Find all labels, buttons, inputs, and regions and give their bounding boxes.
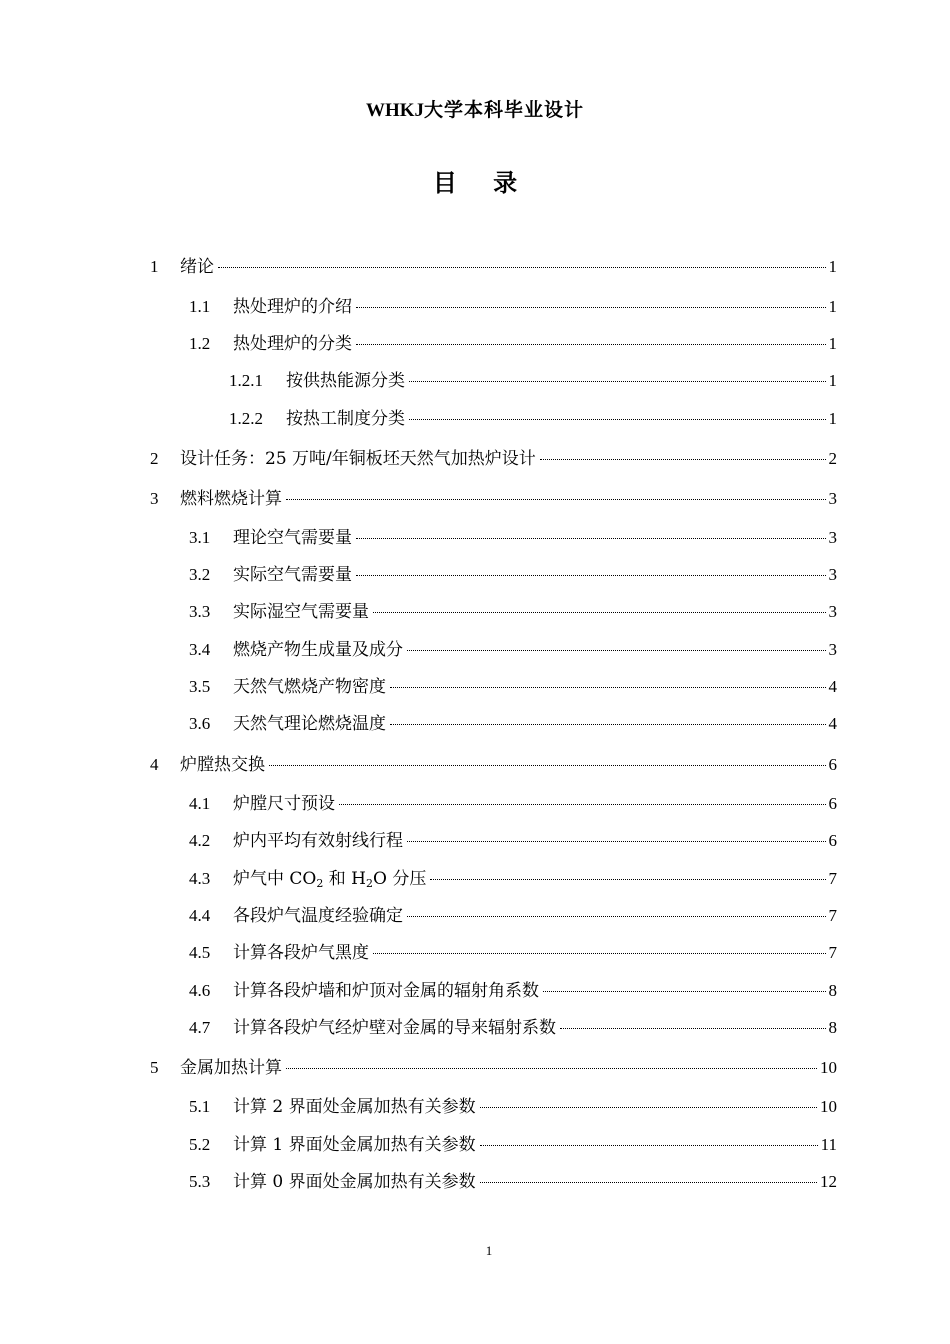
toc-page: 3 — [828, 565, 837, 584]
toc-number: 3.6 — [189, 714, 211, 733]
toc-entry-4-4[interactable] — [189, 904, 837, 928]
toc-leader — [407, 650, 826, 651]
toc-title: 按热工制度分类 — [286, 409, 405, 429]
toc-number: 3.5 — [189, 677, 211, 696]
toc-number: 1.1 — [189, 297, 211, 316]
toc-page: 6 — [828, 755, 837, 774]
toc-number: 3.3 — [189, 602, 211, 621]
toc-title: 金属加热计算 — [180, 1058, 282, 1078]
toc-number: 4.2 — [189, 831, 211, 850]
toc-title: 各段炉气温度经验确定 — [233, 906, 403, 926]
toc-title-part: 和 H — [323, 869, 366, 889]
toc-title: 燃烧产物生成量及成分 — [233, 640, 403, 660]
toc-title: 热处理炉的介绍 — [233, 297, 352, 317]
header-latin: WHKJ — [365, 100, 425, 121]
toc-title-part: 炉气中 CO — [233, 869, 317, 889]
toc-entry-1-2-2[interactable] — [229, 407, 837, 431]
toc-page: 1 — [828, 257, 837, 276]
toc-title: 燃料燃烧计算 — [180, 489, 282, 509]
toc-number: 3.2 — [189, 565, 211, 584]
subscript: 2 — [316, 877, 324, 890]
toc-page: 3 — [828, 640, 837, 659]
toc-title: 天然气理论燃烧温度 — [233, 714, 386, 734]
toc-number: 3.1 — [189, 528, 211, 547]
toc-entry-4-5[interactable] — [189, 941, 837, 965]
toc-page: 4 — [828, 677, 837, 696]
toc-entry-3-1[interactable] — [189, 526, 837, 550]
toc-number: 1.2 — [189, 334, 211, 353]
toc-leader — [480, 1182, 817, 1183]
toc-entry-3-6[interactable] — [189, 712, 837, 736]
toc-page: 1 — [828, 297, 837, 316]
toc-leader — [356, 344, 826, 345]
toc-leader — [430, 879, 825, 880]
toc-title: 绪论 — [180, 257, 214, 277]
toc-number: 4.1 — [189, 794, 211, 813]
header-cjk: 大学本科毕业设计 — [424, 99, 585, 121]
toc-entry-5-1[interactable] — [189, 1095, 837, 1119]
toc-number: 3 — [150, 489, 159, 508]
toc-leader — [540, 459, 826, 460]
toc-leader — [356, 538, 826, 539]
toc-leader — [356, 307, 826, 308]
toc-entry-4-7[interactable] — [189, 1016, 837, 1040]
toc-page: 10 — [820, 1097, 837, 1116]
toc-leader — [373, 612, 826, 613]
toc-title: 天然气燃烧产物密度 — [233, 677, 386, 697]
toc-number: 4.4 — [189, 906, 211, 925]
toc-leader — [407, 841, 826, 842]
toc-title: 计算 1 界面处金属加热有关参数 — [233, 1135, 476, 1155]
toc-title: 设计任务：25 万吨/年铜板坯天然气加热炉设计 — [180, 449, 536, 469]
toc-page: 1 — [828, 409, 837, 428]
toc-entry-3-4[interactable] — [189, 638, 837, 662]
toc-entry-3-3[interactable] — [189, 600, 837, 624]
toc-number: 1.2.1 — [229, 371, 263, 390]
toc-page: 1 — [828, 371, 837, 390]
toc-number: 4.7 — [189, 1018, 211, 1037]
toc-page: 1 — [828, 334, 837, 353]
toc-number: 4 — [150, 755, 159, 774]
page-number: 1 — [485, 1243, 493, 1258]
toc-title: 炉膛尺寸预设 — [233, 794, 335, 814]
toc-title: 炉膛热交换 — [180, 755, 265, 775]
toc-leader — [373, 953, 826, 954]
toc-entry-4-6[interactable] — [189, 979, 837, 1003]
toc-page: 8 — [828, 981, 837, 1000]
toc-leader — [390, 687, 826, 688]
toc-title: 计算各段炉气经炉壁对金属的导来辐射系数 — [233, 1018, 556, 1038]
toc-page: 7 — [828, 869, 837, 888]
toc-entry-4[interactable] — [150, 753, 837, 777]
toc-leader — [390, 724, 826, 725]
toc-title: 炉内平均有效射线行程 — [233, 831, 403, 851]
toc-entry-3-5[interactable] — [189, 675, 837, 699]
toc-title — [233, 867, 426, 891]
toc-title: 实际空气需要量 — [233, 565, 352, 585]
toc-title-part: O 分压 — [373, 869, 427, 889]
toc-title: 计算 0 界面处金属加热有关参数 — [233, 1172, 476, 1192]
toc-title: 理论空气需要量 — [233, 528, 352, 548]
toc-number: 5 — [150, 1058, 159, 1077]
toc-leader — [480, 1107, 817, 1108]
toc-leader — [407, 916, 826, 917]
toc-page: 6 — [828, 831, 837, 850]
toc-page: 7 — [828, 906, 837, 925]
toc-entry-4-3[interactable] — [189, 867, 837, 891]
toc-number: 4.6 — [189, 981, 211, 1000]
toc-title: 按供热能源分类 — [286, 371, 405, 391]
toc-leader — [409, 381, 826, 382]
toc-page: 3 — [828, 602, 837, 621]
toc-title: 热处理炉的分类 — [233, 334, 352, 354]
toc-page: 3 — [828, 489, 837, 508]
toc-leader — [356, 575, 826, 576]
toc-title: 计算各段炉墙和炉顶对金属的辐射角系数 — [233, 981, 539, 1001]
toc-leader — [286, 1068, 817, 1069]
toc-entry-4-2[interactable] — [189, 829, 837, 853]
toc-page: 7 — [828, 943, 837, 962]
toc-leader — [339, 804, 826, 805]
toc-entry-1-2[interactable] — [189, 332, 837, 356]
toc-entry-1-1[interactable] — [189, 295, 837, 319]
toc-leader — [269, 765, 826, 766]
toc-page: 3 — [828, 528, 837, 547]
toc-leader — [480, 1145, 818, 1146]
toc-page: 2 — [828, 449, 837, 468]
toc-leader — [409, 419, 826, 420]
toc-leader — [543, 991, 826, 992]
toc-entry-1-2-1[interactable] — [229, 369, 837, 393]
toc-page: 8 — [828, 1018, 837, 1037]
toc-leader — [218, 267, 826, 268]
toc-leader — [560, 1028, 826, 1029]
toc-entry-5-3[interactable] — [189, 1170, 837, 1194]
toc-title: 计算 2 界面处金属加热有关参数 — [233, 1097, 476, 1117]
toc-entry-5-2[interactable] — [189, 1133, 837, 1157]
toc-number: 4.5 — [189, 943, 211, 962]
subscript: 2 — [366, 877, 373, 890]
toc-number: 3.4 — [189, 640, 211, 659]
toc-entry-3-2[interactable] — [189, 563, 837, 587]
toc-entry-4-1[interactable] — [189, 792, 837, 816]
toc-heading: 目 录 — [432, 168, 532, 197]
toc-number: 1 — [150, 257, 159, 276]
toc-page: 12 — [820, 1172, 837, 1191]
toc-number: 1.2.2 — [229, 409, 263, 428]
toc-entry-3[interactable] — [150, 487, 837, 511]
toc-title: 计算各段炉气黑度 — [233, 943, 369, 963]
toc-page: 11 — [820, 1135, 837, 1154]
toc-number: 2 — [150, 449, 159, 468]
toc-entry-2[interactable] — [150, 447, 837, 471]
toc-number: 5.3 — [189, 1172, 211, 1191]
toc-entry-5[interactable] — [150, 1056, 837, 1080]
toc-leader — [286, 499, 826, 500]
toc-entry-1[interactable] — [150, 255, 837, 279]
toc-page: 6 — [828, 794, 837, 813]
toc-number: 5.1 — [189, 1097, 211, 1116]
toc-page: 4 — [828, 714, 837, 733]
toc-page: 10 — [820, 1058, 837, 1077]
toc-number: 4.3 — [189, 869, 211, 888]
toc-title: 实际湿空气需要量 — [233, 602, 369, 622]
toc-number: 5.2 — [189, 1135, 211, 1154]
